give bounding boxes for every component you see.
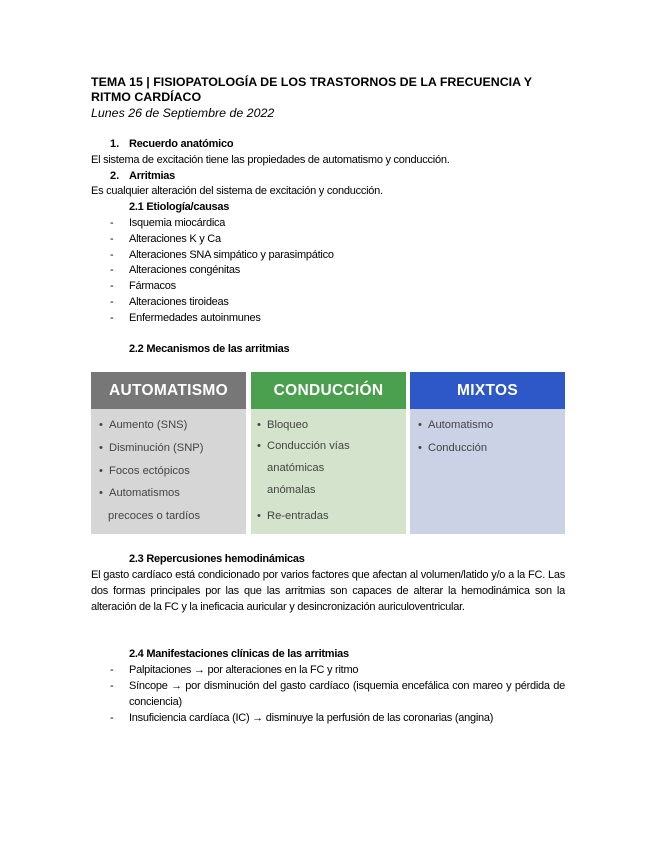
mechanisms-heading: 2.2 Mecanismos de las arritmias (129, 343, 290, 355)
hemodynamics-text: El gasto cardíaco está condicionado por varios factores que afectan al volumen/latido y/o a la FC. Las dos formas principales por las que las arritmias son capaces de alterar la hemodinámica son la alteración de la FC y la ineficacia auricular y desincronización auriculoventricular. (91, 569, 565, 613)
list-dash: - (110, 312, 114, 324)
list-dash: - (110, 249, 114, 261)
conduccion-column (251, 372, 406, 534)
bullet: • (99, 487, 103, 499)
list-dash: - (110, 233, 114, 245)
section-2-number: 2. (110, 170, 120, 182)
mixtos-body (410, 409, 565, 534)
bullet: • (99, 465, 103, 477)
hemodynamics-heading: 2.3 Repercusiones hemodinámicas (129, 553, 305, 565)
automatismo-header: AUTOMATISMO (91, 372, 246, 409)
list-dash: - (110, 296, 114, 308)
bullet: • (418, 419, 422, 431)
list-dash: - (110, 264, 114, 276)
list-item: Enfermedades autoinmunes (129, 312, 261, 324)
item-text: Conducción (428, 442, 488, 454)
list-item (257, 414, 308, 436)
list-item (99, 437, 204, 459)
conduccion-body (251, 409, 406, 534)
list-item (99, 482, 180, 504)
section-2-text: Es cualquier alteración del sistema de excitación y conducción. (91, 185, 383, 197)
bullet: • (257, 440, 261, 452)
list-dash: - (110, 217, 114, 229)
list-item: Insuficiencia cardíaca (IC) → disminuye la perfusión de las coronarias (angina) (129, 712, 494, 724)
mixtos-header: MIXTOS (410, 372, 565, 409)
list-item (257, 435, 350, 457)
document-date: Lunes 26 de Septiembre de 2022 (91, 106, 275, 120)
list-item (99, 414, 187, 436)
list-dash: - (110, 712, 114, 724)
document-title: TEMA 15 | FISIOPATOLOGÍA DE LOS TRASTORNOS DE LA FRECUENCIA Y RITMO CARDÍACO (91, 75, 532, 104)
list-item: Fármacos (129, 280, 176, 292)
item-continuation: anatómicas (267, 462, 325, 474)
item-continuation: anómalas (267, 484, 316, 496)
item-continuation: precoces o tardíos (108, 510, 201, 522)
section-2-heading: Arritmias (129, 170, 176, 182)
item-text: Disminución (SNP) (109, 442, 204, 454)
list-item: Isquemia miocárdica (129, 217, 226, 229)
item-text: Aumento (SNS) (109, 419, 188, 431)
bullet: • (257, 510, 261, 522)
list-item: Síncope → por disminución del gasto cardíaco (isquemia encefálica con mareo y pérdida de conciencia) (129, 680, 565, 708)
bullet: • (99, 419, 103, 431)
section-1-heading: Recuerdo anatómico (129, 138, 234, 150)
item-text: Automatismos (109, 487, 180, 499)
list-item: Alteraciones K y Ca (129, 233, 221, 245)
item-text: Conducción vías (267, 440, 350, 452)
bullet: • (99, 442, 103, 454)
bullet: • (418, 442, 422, 454)
item-text: Automatismo (428, 419, 494, 431)
bullet: • (257, 419, 261, 431)
list-item: Alteraciones tiroideas (129, 296, 229, 308)
list-item (99, 460, 190, 482)
item-text: Bloqueo (267, 419, 309, 431)
list-item (257, 505, 329, 527)
automatismo-body (91, 409, 246, 534)
list-item (418, 437, 487, 459)
item-text: Re-entradas (267, 510, 329, 522)
list-dash: - (110, 680, 114, 692)
list-item: Alteraciones SNA simpático y parasimpático (129, 249, 334, 261)
section-1-text: El sistema de excitación tiene las propiedades de automatismo y conducción. (91, 154, 450, 166)
mixtos-column (410, 372, 565, 534)
manifestations-heading: 2.4 Manifestaciones clínicas de las arritmias (129, 648, 349, 660)
etiology-heading: 2.1 Etiología/causas (129, 201, 230, 213)
conduccion-header: CONDUCCIÓN (251, 372, 406, 409)
list-item: Palpitaciones → por alteraciones en la FC y ritmo (129, 664, 359, 676)
section-1-number: 1. (110, 138, 120, 150)
list-dash: - (110, 664, 114, 676)
item-text: Focos ectópicos (109, 465, 190, 477)
list-item: Alteraciones congénitas (129, 264, 241, 276)
list-item (418, 414, 493, 436)
list-dash: - (110, 280, 114, 292)
automatismo-column (91, 372, 246, 534)
